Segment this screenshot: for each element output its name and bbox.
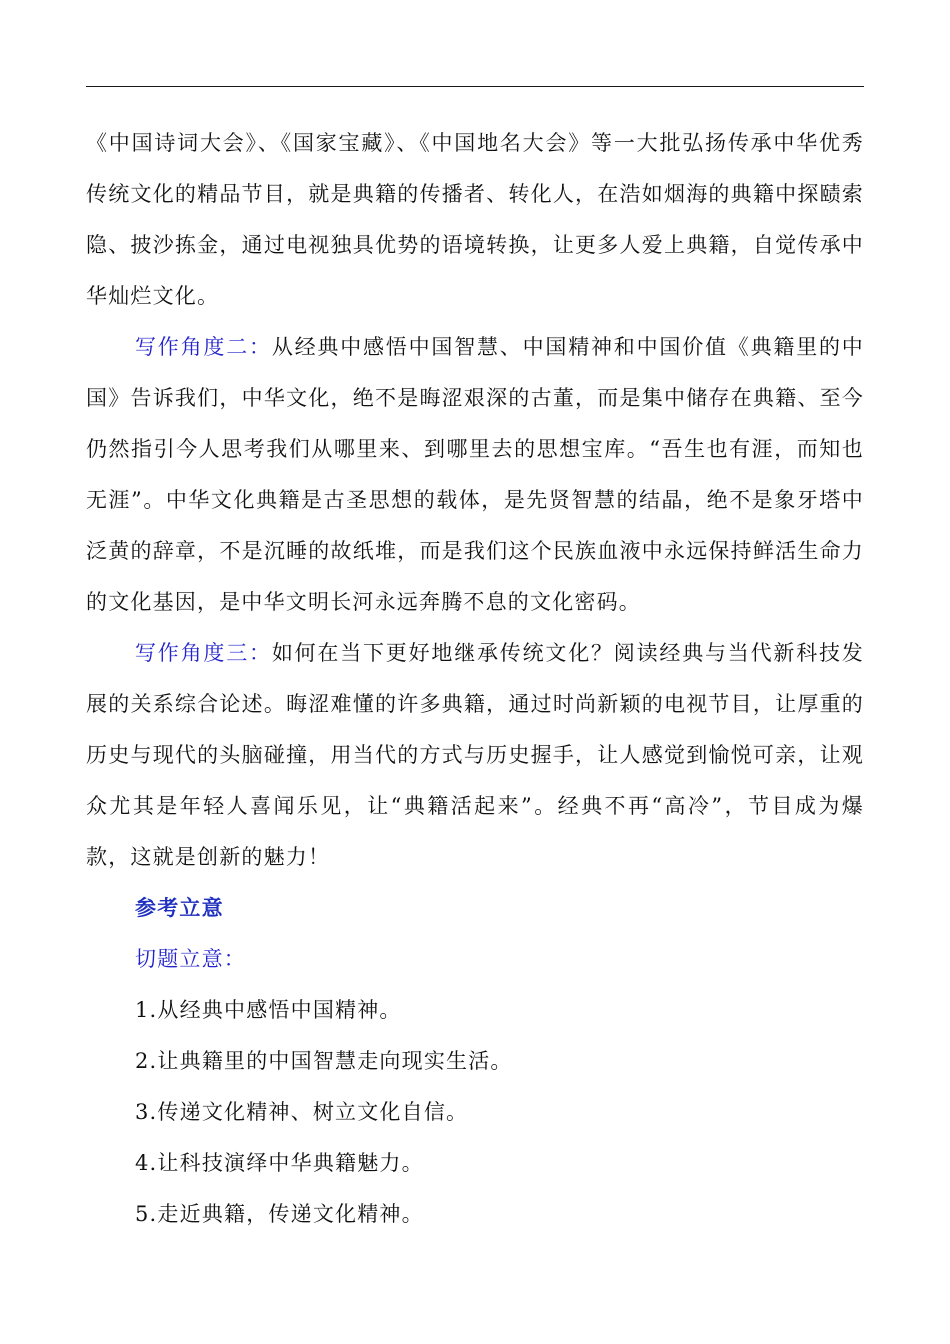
paragraph-continuation: 《中国诗词大会》、《国家宝藏》、《中国地名大会》等一大批弘扬传承中华优秀传统文化的精品节目，就是典籍的传播者、转化人，在浩如烟海的典籍中探赜索隐、披沙拣金，通过电视独具优势的语境转换，让更多人爱上典籍，自觉传承中华灿烂文化。 bbox=[86, 131, 864, 308]
writing-angle-2-label: 写作角度二： bbox=[135, 335, 272, 359]
document-body bbox=[86, 118, 864, 1240]
writing-angle-3-text: 如何在当下更好地继承传统文化？阅读经典与当代新科技发展的关系综合论述。晦涩难懂的许多典籍，通过时尚新颖的电视节目，让厚重的历史与现代的头脑碰撞，用当代的方式与历史握手，让人感觉到愉悦可亲，让观众尤其是年轻人喜闻乐见，让“典籍活起来”。经典不再“高冷”，节目成为爆款，这就是创新的魅力！ bbox=[86, 641, 865, 869]
writing-angle-3-label: 写作角度三： bbox=[135, 641, 272, 665]
idea-item: 4.让科技演绎中华典籍魅力。 bbox=[135, 1151, 424, 1175]
idea-item: 2.让典籍里的中国智慧走向现实生活。 bbox=[135, 1049, 513, 1073]
writing-angle-2-text: 从经典中感悟中国智慧、中国精神和中国价值《典籍里的中国》告诉我们，中华文化，绝不是晦涩艰深的古董，而是集中储存在典籍、至今仍然指引今人思考我们从哪里来、到哪里去的思想宝库。“吾生也有涯，而知也无涯”。中华文化典籍是古圣思想的载体，是先贤智慧的结晶，绝不是象牙塔中泛黄的辞章，不是沉睡的故纸堆，而是我们这个民族血液中永远保持鲜活生命力的文化基因，是中华文明长河永远奔腾不息的文化密码。 bbox=[86, 335, 865, 614]
idea-item: 3.传递文化精神、树立文化自信。 bbox=[135, 1100, 469, 1124]
writing-angle-3 bbox=[86, 628, 864, 883]
writing-angle-2 bbox=[86, 322, 864, 628]
idea-item: 5.走近典籍，传递文化精神。 bbox=[135, 1202, 424, 1226]
idea-item: 1.从经典中感悟中国精神。 bbox=[135, 998, 402, 1022]
reference-heading: 参考立意 bbox=[135, 896, 224, 920]
header-rule bbox=[86, 86, 864, 87]
on-topic-label: 切题立意： bbox=[135, 947, 246, 971]
